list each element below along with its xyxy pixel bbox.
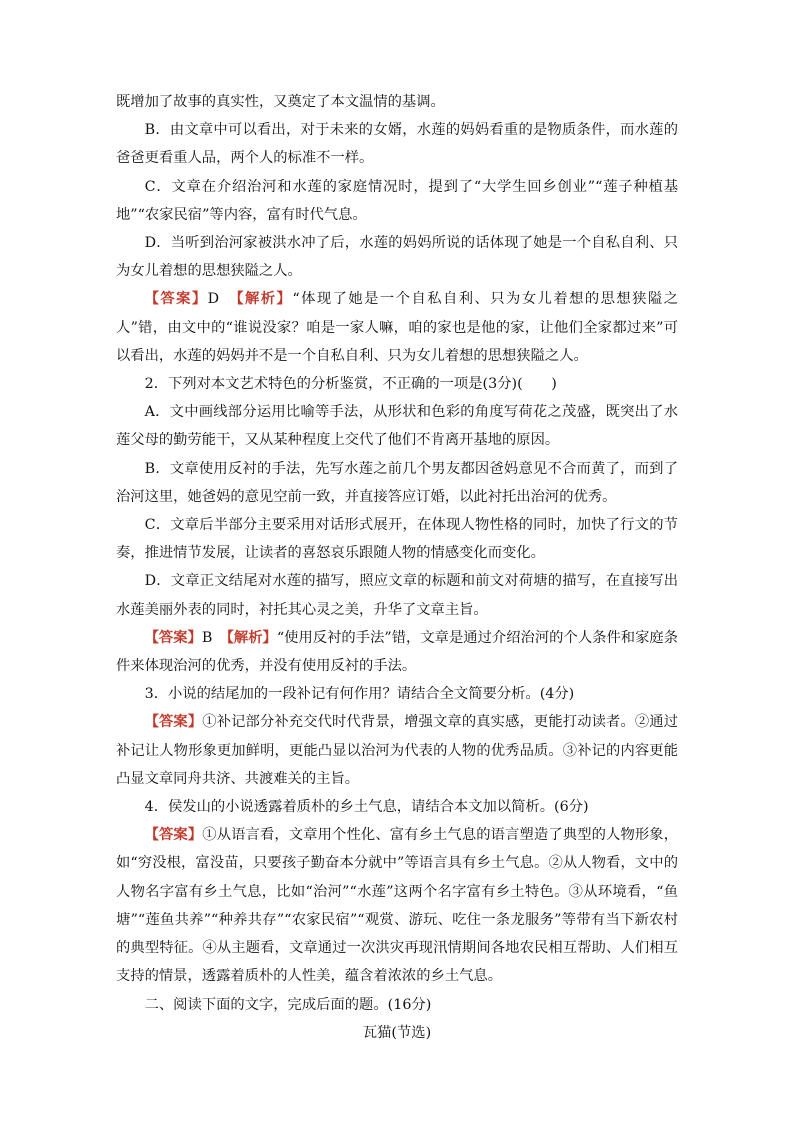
q2-answer: B xyxy=(201,629,213,646)
q4-question: 4．侯发山的小说透露着质朴的乡土气息，请结合本文加以简析。(6分) xyxy=(144,799,589,816)
analysis-tag: 【解析】 xyxy=(226,629,277,646)
section-two-heading: 二、阅读下面的文字，完成后面的题。(16分) xyxy=(144,996,432,1013)
q1-option-d: D．当听到治河家被洪水冲了后，水莲的妈妈所说的话体现了她是一个自私自利、只为女儿着想的思想狭隘之人。 xyxy=(116,235,678,280)
q4-answer-block xyxy=(116,821,678,990)
q2-option-b: B．文章使用反衬的手法，先写水莲之前几个男友都因爸妈意见不合而黄了，而到了治河这里，她爸妈的意见空前一致，并直接答应订婚，以此衬托出治河的优秀。 xyxy=(116,460,678,505)
document-page xyxy=(116,88,678,1047)
analysis-tag: 【解析】 xyxy=(236,291,293,308)
q3-answer-block xyxy=(116,708,678,793)
answer-tag: 【答案】 xyxy=(144,629,202,646)
answer-tag: 【答案】 xyxy=(144,714,203,731)
q1-analysis: “体现了她是一个自私自利、只为女儿着想的思想狭隘之人”错，由文中的“谁说没家？咱是一家人嘛，咱的家也是他的家，让他们全家都过来”可以看出，水莲的妈妈并不是一个自私自利、只为女儿着想的思想狭隘之人。 xyxy=(116,291,679,364)
q1-option-b: B．由文章中可以看出，对于未来的女婿，水莲的妈妈看重的是物质条件，而水莲的爸爸更看重人品，两个人的标准不一样。 xyxy=(116,122,678,167)
q1-answer: D xyxy=(207,291,220,308)
q2-option-a: A．文中画线部分运用比喻等手法，从形状和色彩的角度写荷花之茂盛，既突出了水莲父母的勤劳能干，又从某种程度上交代了他们不肯离开基地的原因。 xyxy=(116,404,678,449)
q2-question: 2．下列对本文艺术特色的分析鉴赏，不正确的一项是(3分)( ) xyxy=(144,376,557,393)
q2-answer-block xyxy=(116,624,678,680)
q1-option-c: C．文章在介绍治河和水莲的家庭情况时，提到了“大学生回乡创业”“莲子种植基地”“农家民宿”等内容，富有时代气息。 xyxy=(116,178,678,223)
q2-option-c: C．文章后半部分主要采用对话形式展开，在体现人物性格的同时，加快了行文的节奏，推进情节发展，让读者的喜怒哀乐跟随人物的情感变化而变化。 xyxy=(116,517,678,562)
answer-tag: 【答案】 xyxy=(144,291,208,308)
q3-answer: ①补记部分补充交代时代背景，增强文章的真实感，更能打动读者。②通过补记让人物形象更加鲜明，更能凸显以治河为代表的人物的优秀品质。③补记的内容更能凸显文章同舟共济、共渡难关的主旨。 xyxy=(116,714,679,787)
q3-question: 3．小说的结尾加的一段补记有何作用？请结合全文简要分析。(4分) xyxy=(144,686,575,703)
q1-answer-block xyxy=(116,285,678,370)
q1-option-a-continuation: 既增加了故事的真实性，又奠定了本文温情的基调。 xyxy=(116,94,445,110)
passage-title: 瓦猫(节选) xyxy=(362,1024,432,1041)
q4-answer: ①从语言看，文章用个性化、富有乡土气息的语言塑造了典型的人物形象，如“穷没根，富没苗，只要孩子勤奋本分就中”等语言具有乡土气息。②从人物看，文中的人物名字富有乡土气息，比如“治河”“水莲”这两个名字富有乡土特色。③从环境看，“鱼塘”“莲鱼共养”“种养共存”“农家民宿”“观赏、游玩、吃住一条龙服务”等带有当下新农村的典型特征。④从主题看，文章通过一次洪灾再现汛情期间各地农民相互帮助、人们相互支持的情景，透露着质朴的人性美，蕴含着浓浓的乡土气息。 xyxy=(116,827,679,985)
q2-analysis: “使用反衬的手法”错，文章是通过介绍治河的个人条件和家庭条件来体现治河的优秀，并没有使用反衬的手法。 xyxy=(116,629,679,675)
answer-tag: 【答案】 xyxy=(144,827,203,844)
q2-option-d: D．文章正文结尾对水莲的描写，照应文章的标题和前文对荷塘的描写，在直接写出水莲美丽外表的同时，衬托其心灵之美，升华了文章主旨。 xyxy=(116,573,678,618)
